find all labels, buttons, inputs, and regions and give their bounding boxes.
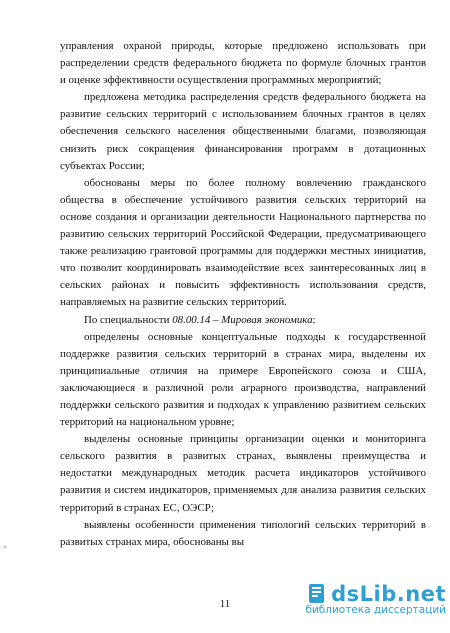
text-line: территорий на национальном уровне;	[60, 416, 235, 429]
text-line: выявлены особенности применения типологий сельских территорий в	[84, 518, 426, 531]
text-line: развитых странах мира, обоснованы вы	[60, 535, 245, 548]
text-line: территорий в странах ЕС, ОЭСР;	[60, 501, 215, 514]
text-line: снизить риск сокращения финансирования программ в дотационных	[60, 142, 426, 155]
text-line: предложена методика распределения средств федерального бюджета на	[84, 91, 426, 104]
watermark-logo	[262, 582, 446, 626]
specialty-code: 08.00.14 – Мировая экономика	[172, 313, 313, 326]
text-line: общества в обеспечение устойчивого развития сельских территорий на	[60, 193, 426, 206]
book-icon	[306, 582, 328, 606]
text-line: недостатки международных методик расчета индикаторов устойчивого	[60, 467, 426, 480]
text-line: сельского развития в развитых странах, выявлены преимущества и	[60, 450, 426, 463]
watermark-subtitle: библиотека диссертаций	[305, 604, 446, 616]
text-line: обоснованы меры по более полному вовлечению гражданского	[84, 176, 426, 189]
specialty-prefix: По специальности	[84, 313, 173, 326]
text-line: поддержки сельского развития и подходах к управлению развитием сельских	[60, 398, 426, 411]
text-line: что позволит координировать взаимодействие всех заинтересованных лиц в	[60, 262, 426, 275]
text-line: развитию сельских территорий Российской Федерации, предусматривающего	[60, 228, 426, 241]
text-line: основе создания и организации деятельности Национального партнерства по	[60, 210, 426, 223]
text-line: распределении средств федерального бюджета по формуле блочных грантов	[60, 57, 426, 70]
specialty-heading	[60, 312, 426, 329]
margin-mark: »	[3, 542, 7, 551]
text-line: заключающиеся в различной роли аграрного производства, направлений	[60, 381, 426, 394]
text-line: и оценке эффективности осуществления программных мероприятий;	[60, 74, 382, 87]
specialty-suffix: :	[312, 313, 316, 326]
text-line: развития и систем индикаторов, применяемых для анализа развития сельских	[60, 484, 426, 497]
text-line: субъектах России;	[60, 159, 145, 172]
text-line: управления охраной природы, которые предложено использовать при	[60, 40, 426, 52]
watermark-brand: dsLib.net	[331, 582, 446, 606]
body-text	[60, 38, 426, 551]
text-line: определены основные концептуальные подходы к государственной	[84, 330, 426, 343]
page-number: 11	[219, 598, 231, 610]
text-line: принципиальные отличия на примере Европейского союза и США,	[60, 364, 426, 377]
text-line: направляемых на развитие сельских территорий.	[60, 296, 287, 309]
text-line: развитие сельских территорий с использованием блочных грантов в целях	[60, 108, 426, 121]
text-line: обеспечения сельского населения общественными благами, позволяющая	[60, 125, 426, 138]
text-line: поддержке развития сельских территорий в странах мира, выделены их	[60, 347, 426, 360]
text-line: сельских районах и повысить эффективность использования средств,	[60, 279, 426, 292]
text-line: выделены основные принципы организации оценки и мониторинга	[84, 433, 426, 446]
text-line: также реализацию грантовой программы для поддержки местных инициатив,	[60, 245, 426, 258]
